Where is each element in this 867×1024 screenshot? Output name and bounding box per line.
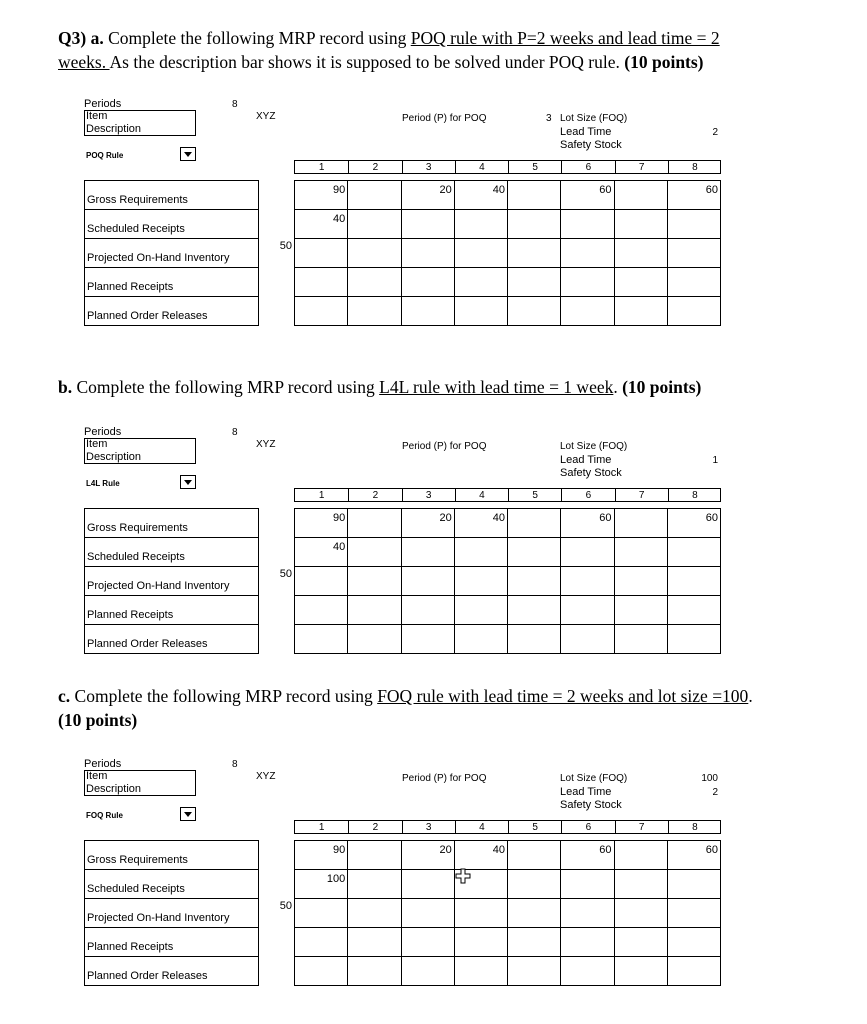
period-cell[interactable] [560,537,614,567]
period-value: 60 [599,184,612,196]
periods-label: Periods [84,98,122,110]
periods-label: Periods [84,758,122,770]
period-value: 90 [333,844,346,856]
period-value: 90 [333,512,346,524]
period-number: 4 [455,489,508,502]
row-label: Projected On-Hand Inventory [87,580,230,592]
period-cell[interactable] [347,209,401,239]
safety-stock-label: Safety Stock [560,139,622,151]
period-cell[interactable] [401,840,455,870]
period-number: 3 [402,161,455,174]
item-label: Item [86,110,108,122]
period-cell[interactable] [294,956,348,986]
initial-value-cell[interactable] [258,624,295,654]
period-cell[interactable] [294,927,348,957]
row-label: Scheduled Receipts [87,883,185,895]
safety-stock-label: Safety Stock [560,799,622,811]
period-value: 60 [599,512,612,524]
period-cell[interactable] [454,956,508,986]
period-number: 1 [318,822,325,833]
period-cell[interactable] [614,956,668,986]
periods-count: 8 [232,99,238,110]
period-cell[interactable] [667,840,721,870]
row-label: Projected On-Hand Inventory [87,912,230,924]
row-label-cell [84,537,259,567]
period-cell[interactable] [401,537,455,567]
period-cell[interactable] [507,238,561,268]
rule-select-label: POQ Rule [86,151,124,160]
row-label-cell [84,566,259,596]
question-a-text: Q3) a. Complete the following MRP record using POQ rule with P=2 weeks and lead time = 2 weeks. As the description bar shows it is supposed to be solved under POQ rule. (10 points) [58,28,720,72]
period-cell[interactable] [667,566,721,596]
period-value: 20 [439,512,452,524]
period-cell[interactable] [507,209,561,239]
period-cell[interactable] [401,595,455,625]
initial-value-cell[interactable] [258,238,295,268]
period-cell[interactable] [507,296,561,326]
period-cell[interactable] [294,624,348,654]
description-label: Description [86,123,142,135]
period-cell[interactable] [560,898,614,928]
initial-value-cell[interactable] [258,869,295,899]
initial-value-cell[interactable] [258,927,295,957]
period-cell[interactable] [614,869,668,899]
period-cell[interactable] [454,566,508,596]
row-label: Gross Requirements [87,854,188,866]
rule-dropdown-button[interactable] [180,807,196,821]
period-number: 8 [668,821,721,834]
row-label: Scheduled Receipts [87,551,185,563]
period-p-label: Period (P) for POQ [402,773,487,784]
item-value: XYZ [256,771,276,782]
initial-value: 50 [279,900,292,912]
period-number: 8 [668,489,721,502]
initial-value-cell[interactable] [258,296,295,326]
period-cell[interactable] [401,238,455,268]
period-cell[interactable] [294,180,348,210]
period-header-row [294,820,721,834]
period-cell[interactable] [667,956,721,986]
lot-size-label: Lot Size (FOQ) [560,773,628,784]
row-label-cell [84,595,259,625]
mrp-record-a [84,98,720,328]
period-cell[interactable] [667,927,721,957]
period-cell[interactable] [614,927,668,957]
period-cell[interactable] [560,180,614,210]
period-cell[interactable] [560,238,614,268]
period-value: 60 [599,844,612,856]
period-cell[interactable] [614,180,668,210]
period-value: 60 [705,844,718,856]
period-cell[interactable] [560,840,614,870]
period-number: 7 [615,161,668,174]
row-label: Planned Order Releases [87,970,208,982]
move-cursor-icon [455,868,471,884]
period-cell[interactable] [347,927,401,957]
period-cell[interactable] [667,898,721,928]
row-label-cell [84,296,259,326]
period-cell[interactable] [614,624,668,654]
period-number: 7 [615,489,668,502]
period-cell[interactable] [667,296,721,326]
period-cell[interactable] [507,898,561,928]
lot-size-label: Lot Size (FOQ) [560,441,628,452]
initial-value-cell[interactable] [258,508,295,538]
period-cell[interactable] [401,956,455,986]
period-number: 1 [318,490,325,501]
period-number: 7 [615,821,668,834]
period-cell[interactable] [560,267,614,297]
row-label: Gross Requirements [87,522,188,534]
period-cell[interactable] [454,267,508,297]
row-label-cell [84,624,259,654]
rule-select-label: FOQ Rule [86,811,123,820]
row-label-cell [84,238,259,268]
period-p-value: 3 [546,113,552,124]
item-value: XYZ [256,439,276,450]
period-value: 90 [333,184,346,196]
period-number: 5 [508,161,561,174]
period-cell[interactable] [560,956,614,986]
period-cell[interactable] [454,209,508,239]
period-cell[interactable] [560,869,614,899]
row-label: Planned Receipts [87,609,174,621]
period-cell[interactable] [614,238,668,268]
period-value: 60 [705,184,718,196]
period-cell[interactable] [507,180,561,210]
period-cell[interactable] [667,595,721,625]
initial-value: 50 [279,568,292,580]
period-cell[interactable] [294,537,348,567]
lot-size-value: 100 [701,773,718,784]
period-cell[interactable] [507,537,561,567]
period-cell[interactable] [401,296,455,326]
period-cell[interactable] [401,566,455,596]
row-label-cell [84,956,259,986]
period-number: 4 [455,821,508,834]
period-cell[interactable] [614,537,668,567]
period-cell[interactable] [667,624,721,654]
period-cell[interactable] [454,537,508,567]
period-cell[interactable] [560,595,614,625]
period-header-row [294,160,721,174]
period-cell[interactable] [347,180,401,210]
period-cell[interactable] [401,927,455,957]
period-cell[interactable] [507,624,561,654]
initial-value-cell[interactable] [258,840,295,870]
row-label-cell [84,267,259,297]
period-value: 20 [439,844,452,856]
period-cell[interactable] [667,180,721,210]
period-cell[interactable] [507,956,561,986]
lead-time-label: Lead Time [560,454,612,466]
row-label-cell [84,840,259,870]
period-value: 60 [705,512,718,524]
period-cell[interactable] [454,296,508,326]
period-number: 2 [348,489,401,502]
period-cell[interactable] [454,508,508,538]
rule-select-label: L4L Rule [86,479,120,488]
period-cell[interactable] [401,180,455,210]
initial-value-cell[interactable] [258,956,295,986]
period-cell[interactable] [560,927,614,957]
period-number: 5 [508,489,561,502]
lead-time-value: 2 [712,787,718,798]
row-label-cell [84,508,259,538]
period-value: 40 [492,184,505,196]
period-cell[interactable] [294,869,348,899]
period-cell[interactable] [560,209,614,239]
item-value: XYZ [256,111,276,122]
period-cell[interactable] [454,624,508,654]
period-cell[interactable] [667,209,721,239]
safety-stock-label: Safety Stock [560,467,622,479]
period-cell[interactable] [347,238,401,268]
period-cell[interactable] [560,508,614,538]
row-label-cell [84,209,259,239]
period-cell[interactable] [614,898,668,928]
row-label: Planned Order Releases [87,638,208,650]
period-number: 6 [561,161,614,174]
period-number: 3 [402,489,455,502]
period-number: 4 [455,161,508,174]
description-label: Description [86,451,142,463]
period-cell[interactable] [401,267,455,297]
period-value: 20 [439,184,452,196]
question-b-text: b. Complete the following MRP record using L4L rule with lead time = 1 week. (10 points) [58,377,702,397]
period-cell[interactable] [614,566,668,596]
mrp-record-c [84,758,720,988]
row-label-cell [84,898,259,928]
period-value: 40 [333,541,346,553]
row-label: Projected On-Hand Inventory [87,252,230,264]
period-cell[interactable] [614,595,668,625]
period-number: 2 [348,821,401,834]
initial-value-cell[interactable] [258,566,295,596]
period-cell[interactable] [507,595,561,625]
period-number: 1 [318,162,325,173]
period-number: 5 [508,821,561,834]
period-cell[interactable] [347,537,401,567]
period-cell[interactable] [294,267,348,297]
period-value: 40 [492,512,505,524]
period-cell[interactable] [614,209,668,239]
period-cell[interactable] [667,267,721,297]
period-cell[interactable] [347,869,401,899]
periods-count: 8 [232,759,238,770]
mrp-record-b [84,426,720,656]
period-cell[interactable] [560,296,614,326]
periods-count: 8 [232,427,238,438]
lead-time-value: 1 [712,455,718,466]
period-cell[interactable] [294,296,348,326]
period-cell[interactable] [347,624,401,654]
row-label: Planned Receipts [87,281,174,293]
period-cell[interactable] [294,595,348,625]
row-label: Gross Requirements [87,194,188,206]
initial-value-cell[interactable] [258,180,295,210]
period-cell[interactable] [667,238,721,268]
period-cell[interactable] [294,238,348,268]
periods-label: Periods [84,426,122,438]
period-cell[interactable] [454,595,508,625]
period-number: 8 [668,161,721,174]
period-cell[interactable] [294,840,348,870]
period-value: 40 [492,844,505,856]
initial-value-cell[interactable] [258,537,295,567]
row-label-cell [84,180,259,210]
row-label: Planned Order Releases [87,310,208,322]
period-cell[interactable] [454,840,508,870]
item-label: Item [86,438,108,450]
period-header-row [294,488,721,502]
question-c-text: c. Complete the following MRP record using FOQ rule with lead time = 2 weeks and lot size =100. (10 points) [58,686,753,730]
rule-dropdown-button[interactable] [180,475,196,489]
period-cell[interactable] [667,508,721,538]
initial-value-cell[interactable] [258,209,295,239]
period-cell[interactable] [614,267,668,297]
period-number: 2 [348,161,401,174]
period-value: 100 [326,873,346,885]
period-cell[interactable] [401,508,455,538]
row-label: Planned Receipts [87,941,174,953]
period-cell[interactable] [454,180,508,210]
item-label: Item [86,770,108,782]
row-label: Scheduled Receipts [87,223,185,235]
period-cell[interactable] [667,869,721,899]
period-cell[interactable] [560,566,614,596]
period-cell[interactable] [347,566,401,596]
period-cell[interactable] [294,209,348,239]
period-cell[interactable] [507,267,561,297]
period-cell[interactable] [507,927,561,957]
lead-time-label: Lead Time [560,786,612,798]
period-cell[interactable] [347,956,401,986]
description-label: Description [86,783,142,795]
period-cell[interactable] [347,296,401,326]
period-cell[interactable] [401,624,455,654]
initial-value: 50 [279,240,292,252]
period-cell[interactable] [614,508,668,538]
rule-dropdown-button[interactable] [180,147,196,161]
lead-time-value: 2 [712,127,718,138]
period-number: 6 [561,489,614,502]
period-cell[interactable] [401,869,455,899]
period-cell[interactable] [347,840,401,870]
period-number: 3 [402,821,455,834]
initial-value-cell[interactable] [258,595,295,625]
period-cell[interactable] [294,566,348,596]
row-label-cell [84,869,259,899]
period-cell[interactable] [347,267,401,297]
row-label-cell [84,927,259,957]
period-cell[interactable] [347,898,401,928]
period-cell[interactable] [560,624,614,654]
period-cell[interactable] [347,595,401,625]
lead-time-label: Lead Time [560,126,612,138]
initial-value-cell[interactable] [258,898,295,928]
period-cell[interactable] [507,869,561,899]
lot-size-label: Lot Size (FOQ) [560,113,628,124]
period-cell[interactable] [454,927,508,957]
period-cell[interactable] [294,898,348,928]
period-cell[interactable] [614,840,668,870]
period-cell[interactable] [614,296,668,326]
period-number: 6 [561,821,614,834]
period-cell[interactable] [507,566,561,596]
period-cell[interactable] [454,898,508,928]
period-cell[interactable] [401,209,455,239]
period-cell[interactable] [401,898,455,928]
period-cell[interactable] [507,840,561,870]
period-value: 40 [333,213,346,225]
period-cell[interactable] [507,508,561,538]
period-cell[interactable] [667,537,721,567]
initial-value-cell[interactable] [258,267,295,297]
period-cell[interactable] [294,508,348,538]
period-p-label: Period (P) for POQ [402,113,487,124]
period-cell[interactable] [347,508,401,538]
period-p-label: Period (P) for POQ [402,441,487,452]
period-cell[interactable] [454,238,508,268]
